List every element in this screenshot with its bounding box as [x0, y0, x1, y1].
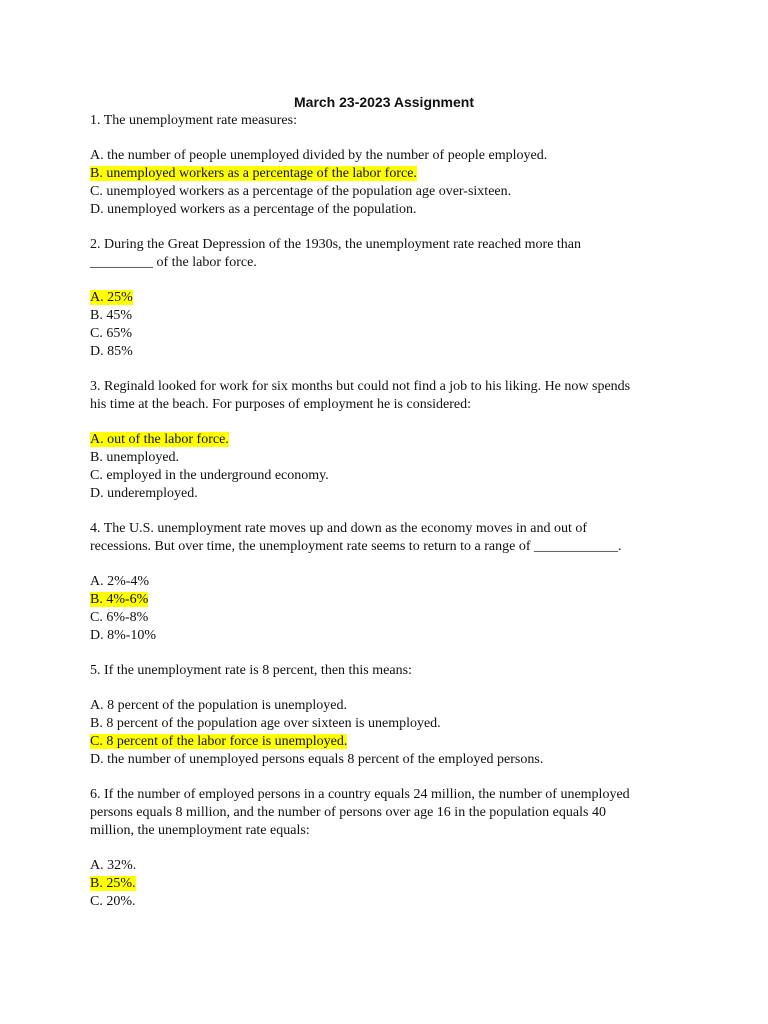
highlighted-answer-text: B. 4%-6% — [90, 592, 149, 607]
question-list — [90, 112, 690, 911]
question-block — [90, 112, 690, 236]
spacer — [90, 769, 690, 786]
question-stem: his time at the beach. For purposes of employment he is considered: — [90, 397, 472, 412]
answer-text: A. the number of people unemployed divided by the number of people employed. — [90, 148, 548, 163]
answer-option — [90, 893, 690, 911]
answer-text: C. employed in the underground economy. — [90, 468, 329, 483]
document-page — [90, 92, 690, 911]
answer-option — [90, 147, 690, 165]
answer-option — [90, 307, 690, 325]
answer-option — [90, 715, 690, 733]
answer-option — [90, 573, 690, 591]
spacer — [90, 680, 690, 697]
spacer — [90, 556, 690, 573]
highlighted-answer-text: C. 8 percent of the labor force is unemployed. — [90, 734, 348, 749]
question-stem: 2. During the Great Depression of the 1930s, the unemployment rate reached more than — [90, 237, 582, 252]
spacer — [90, 840, 690, 857]
answer-text: B. 45% — [90, 308, 132, 323]
question-stem: million, the unemployment rate equals: — [90, 823, 310, 838]
question-stem: 3. Reginald looked for work for six months but could not find a job to his liking. He now spends — [90, 379, 631, 394]
question-stem: 4. The U.S. unemployment rate moves up and down as the economy moves in and out of — [90, 521, 588, 536]
answer-option — [90, 591, 690, 609]
question-block — [90, 236, 690, 378]
answer-option — [90, 733, 690, 751]
spacer — [90, 503, 690, 520]
answer-option — [90, 609, 690, 627]
answer-option — [90, 485, 690, 503]
question-block — [90, 378, 690, 520]
spacer — [90, 414, 690, 431]
answer-option — [90, 343, 690, 361]
page-title: March 23-2023 Assignment — [294, 94, 474, 110]
question-stem: 6. If the number of employed persons in a country equals 24 million, the number of unemployed — [90, 787, 630, 802]
answer-option — [90, 751, 690, 769]
answer-text: A. 8 percent of the population is unemployed. — [90, 698, 347, 713]
question-block — [90, 786, 690, 911]
answer-text: B. unemployed. — [90, 450, 180, 465]
question-stem: 1. The unemployment rate measures: — [90, 113, 297, 128]
answer-text: D. 8%-10% — [90, 628, 157, 643]
spacer — [90, 130, 690, 147]
spacer — [90, 219, 690, 236]
answer-text: C. 20%. — [90, 894, 136, 909]
answer-option — [90, 431, 690, 449]
answer-option — [90, 467, 690, 485]
question-stem: recessions. But over time, the unemployment rate seems to return to a range of ____________. — [90, 539, 622, 554]
answer-option — [90, 165, 690, 183]
answer-option — [90, 449, 690, 467]
answer-text: D. underemployed. — [90, 486, 198, 501]
spacer — [90, 361, 690, 378]
highlighted-answer-text: B. unemployed workers as a percentage of the labor force. — [90, 166, 417, 181]
answer-text: A. 32%. — [90, 858, 137, 873]
answer-option — [90, 627, 690, 645]
answer-option — [90, 201, 690, 219]
answer-text: D. 85% — [90, 344, 133, 359]
answer-option — [90, 325, 690, 343]
answer-text: A. 2%-4% — [90, 574, 150, 589]
answer-option — [90, 857, 690, 875]
answer-option — [90, 289, 690, 307]
question-stem: persons equals 8 million, and the number of persons over age 16 in the population equals 40 — [90, 805, 606, 820]
question-block — [90, 662, 690, 786]
answer-text: B. 8 percent of the population age over sixteen is unemployed. — [90, 716, 441, 731]
answer-text: D. the number of unemployed persons equals 8 percent of the employed persons. — [90, 752, 544, 767]
question-block — [90, 520, 690, 662]
question-stem: _________ of the labor force. — [90, 255, 257, 270]
spacer — [90, 272, 690, 289]
answer-option — [90, 875, 690, 893]
spacer — [90, 645, 690, 662]
answer-option — [90, 697, 690, 715]
answer-text: C. unemployed workers as a percentage of the population age over-sixteen. — [90, 184, 512, 199]
question-stem: 5. If the unemployment rate is 8 percent, then this means: — [90, 663, 412, 678]
answer-text: C. 65% — [90, 326, 132, 341]
highlighted-answer-text: A. out of the labor force. — [90, 432, 229, 447]
answer-text: D. unemployed workers as a percentage of the population. — [90, 202, 417, 217]
highlighted-answer-text: A. 25% — [90, 290, 133, 305]
answer-option — [90, 183, 690, 201]
answer-text: C. 6%-8% — [90, 610, 149, 625]
highlighted-answer-text: B. 25%. — [90, 876, 136, 891]
